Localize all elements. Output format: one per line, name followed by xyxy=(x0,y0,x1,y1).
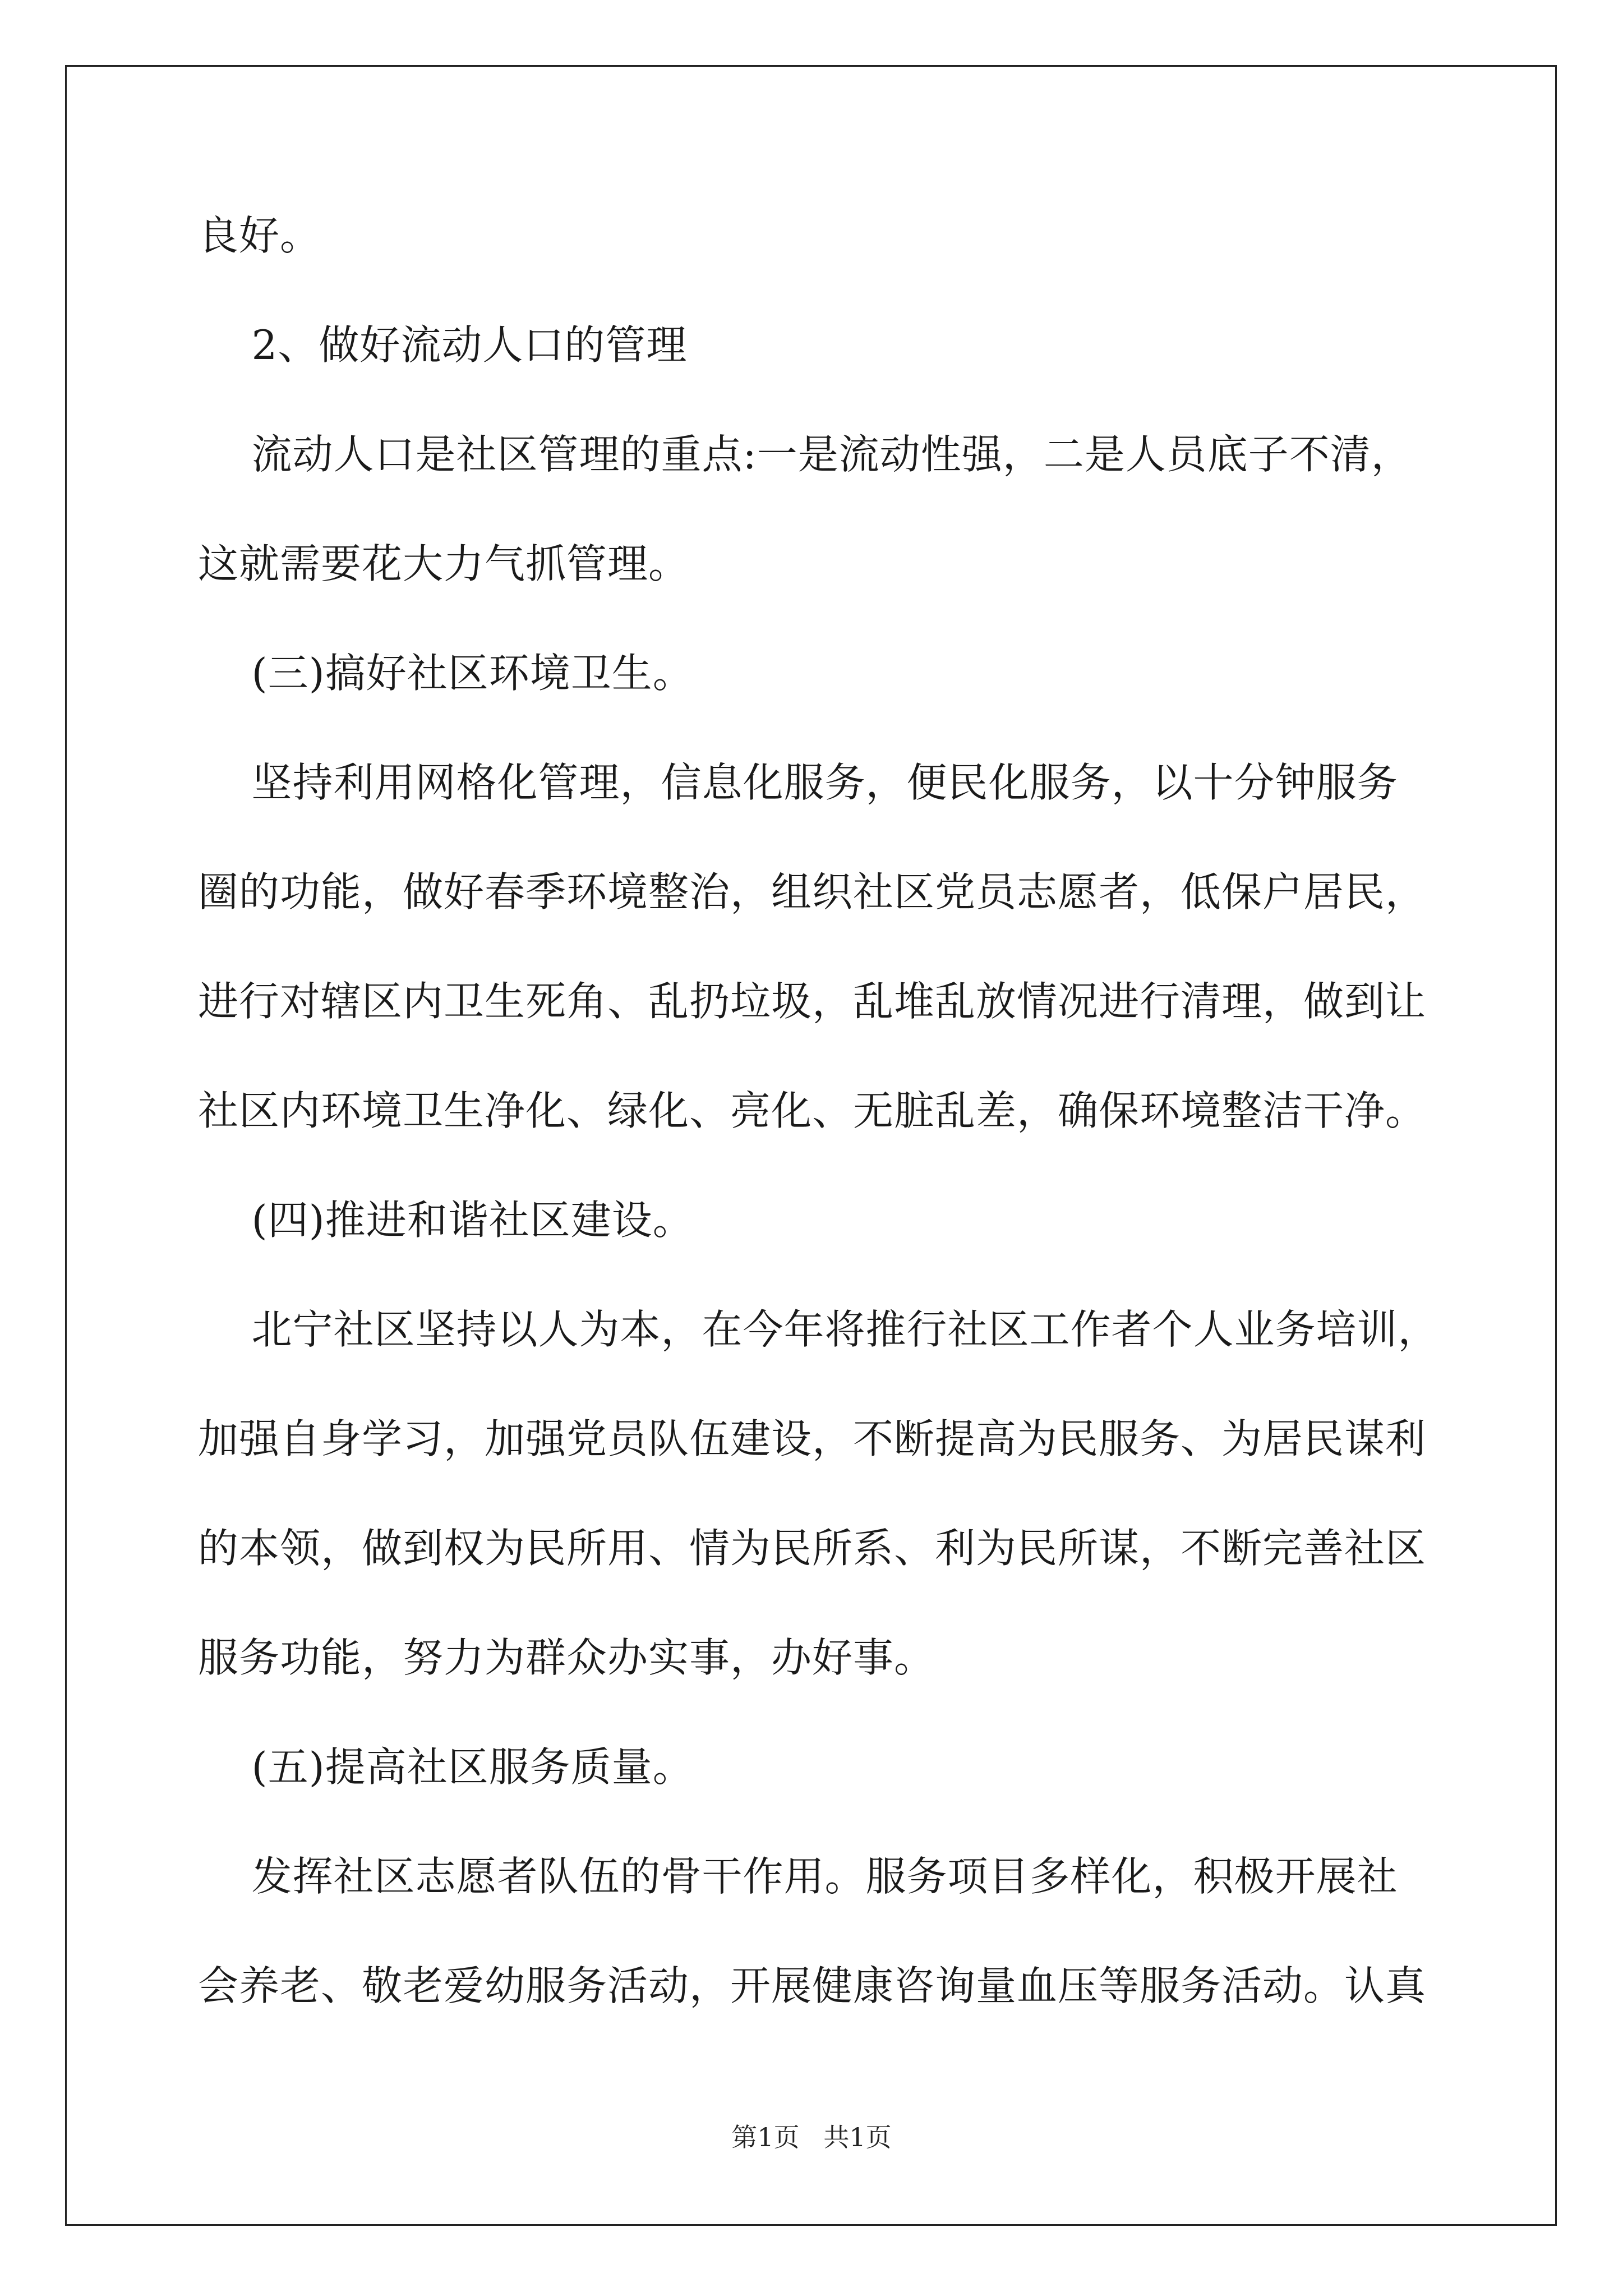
text-line: 坚持利用网格化管理，信息化服务，便民化服务，以十分钟服务 xyxy=(198,759,1398,806)
text-line: (五)提高社区服务质量。 xyxy=(198,1743,694,1791)
text-line: 会养老、敬老爱幼服务活动，开展健康咨询量血压等服务活动。认真 xyxy=(198,1962,1427,2009)
text-line: 圈的功能，做好春季环境整治，组织社区党员志愿者，低保户居民， xyxy=(198,868,1427,915)
page-number-total: 共1页 xyxy=(823,2122,892,2152)
text-line: 的本领，做到权为民所用、情为民所系、利为民所谋，不断完善社区 xyxy=(198,1525,1427,1572)
text-line: 这就需要花大力气抓管理。 xyxy=(198,540,690,587)
text-line: (三)搞好社区环境卫生。 xyxy=(198,650,694,697)
text-line: (四)推进和谐社区建设。 xyxy=(198,1197,694,1244)
page-number-current: 第1页 xyxy=(731,2122,800,2152)
text-line: 加强自身学习，加强党员队伍建设，不断提高为民服务、为居民谋利 xyxy=(198,1415,1427,1462)
text-line: 社区内环境卫生净化、绿化、亮化、无脏乱差，确保环境整洁干净。 xyxy=(198,1087,1427,1134)
page-footer xyxy=(0,2120,1623,2154)
text-line: 发挥社区志愿者队伍的骨干作用。服务项目多样化，积极开展社 xyxy=(198,1853,1398,1900)
text-line: 良好。 xyxy=(198,212,321,259)
text-line: 进行对辖区内卫生死角、乱扔垃圾，乱堆乱放情况进行清理，做到让 xyxy=(198,978,1427,1025)
text-line: 北宁社区坚持以人为本，在今年将推行社区工作者个人业务培训， xyxy=(198,1306,1439,1353)
text-line: 服务功能，努力为群众办实事，办好事。 xyxy=(198,1634,935,1681)
text-line: 2、做好流动人口的管理 xyxy=(198,321,688,369)
text-line: 流动人口是社区管理的重点:一是流动性强，二是人员底子不清， xyxy=(198,431,1412,478)
